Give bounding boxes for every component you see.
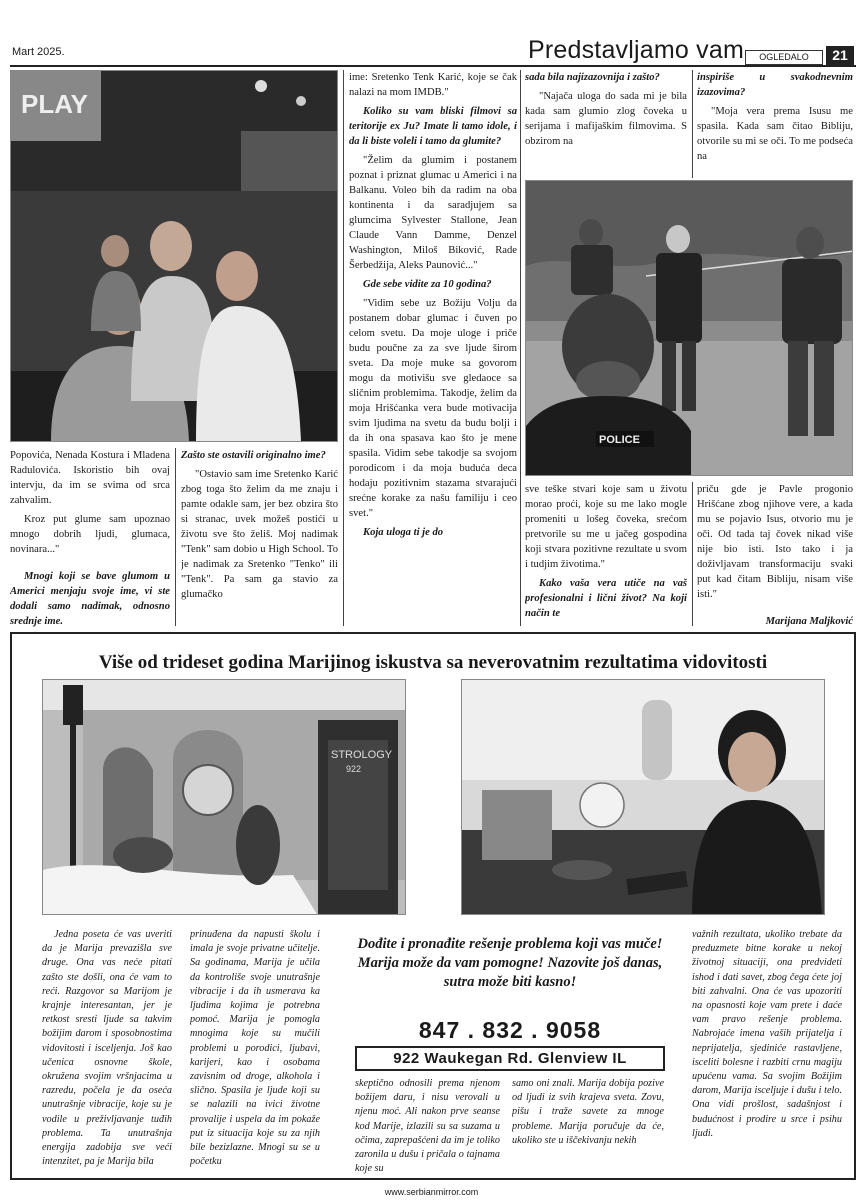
play-sign-text: PLAY xyxy=(21,89,88,119)
column-divider xyxy=(175,448,176,626)
ad-address: 922 Waukegan Rd. Glenview IL xyxy=(355,1046,665,1071)
article-paragraph: sve teške stvari koje sam u životu morao proći, koje su me lako mogle promeniti u lošeg čoveka, srećom pretvorile su me u jačeg gospodina koji stvara pozitivne rezultate u svom i tudjim životima." xyxy=(525,484,687,570)
article-paragraph: "Želim da glumim i postanem poznat i priznat glumac u Americi i na Balkanu. Voleo bih da radim na oba kontinenta i da saradjujem sa glumcima Sylvester Stallone, Jean Claude Vann Damme, Denzel Washington, Miloš Biković, Rade Šerbedžija, Aleks Paunović..." xyxy=(349,155,517,271)
interview-question: Koja uloga ti je do xyxy=(363,527,444,538)
interview-question: inspiriše u svakodnevnim izazovima? xyxy=(697,72,853,98)
article-paragraph: priču gde je Pavle progonio Hrišćane zbog njihove vere, a kada mu se pojavio Isus, otvorio mu je oči. Od tada taj čovek nikad više nije bio isti. Isto tako i ja doživljavam transformaciju svaki put kad čitam Bibliju, nisam više isti." xyxy=(697,484,853,600)
ad-headline: Više od trideset godina Marijinog iskustva sa neverovatnim rezultatima vidovitosti xyxy=(98,652,768,673)
footer-website-url: www.serbianmirror.com xyxy=(384,1187,479,1197)
column-divider xyxy=(692,482,693,626)
group-photo xyxy=(10,70,338,442)
ad-column-4 xyxy=(512,1077,664,1175)
column-divider xyxy=(343,70,344,626)
ad-paragraph: samo oni znali. Marija dobija pozive od ljudi iz svih krajeva sveta. Zovu, pišu i traže savete za mnoge probleme. Marija poručuje da će, ukoliko ste u iščekivanju nekih xyxy=(512,1078,664,1146)
article-paragraph: Popovića, Nenada Kostura i Mladena Radulovića. Iskoristio bih ovaj intervju, da im se svima od srca zahvalim. xyxy=(10,450,170,506)
ad-call-to-action: Dođite i pronađite rešenje problema koji vas muče! Marija može da vam pomogne! Nazovite još danas, sutra može biti kasno! xyxy=(357,936,663,990)
article-paragraph: "Ostavio sam ime Sretenko Karić zbog toga što želim da me znaju i pamte odakle sam, jer bez obzira što si stranac, uvek možeš postići u životu sve što želiš. Moj nadimak "Tenk" sam dobio u High School. To je nadimak za Sretenko "Tenko" ili "Tenk". Pa sam ga stavio za glumačko xyxy=(181,469,338,600)
interview-question: Mnogi koji se bave glumom u Americi menjaju svoje ime, vi ste dodali samo nadimak, odnosno srednje ime. xyxy=(10,571,170,627)
interview-question: Kako vaša vera utiče na vaš profesionalni i lični život? Na koji način te xyxy=(525,578,687,619)
article-paragraph: Kroz put glume sam upoznao mnogo dobrih ljudi, glumaca, novinara..." xyxy=(10,514,170,555)
header-rule xyxy=(10,65,856,67)
column-divider xyxy=(692,70,693,178)
article-paragraph: ime: Sretenko Tenk Karić, koje se čak nalazi na mom IMDB." xyxy=(349,72,517,98)
section-title: Predstavljamo vam xyxy=(528,36,744,64)
magazine-logo: OGLEDALO xyxy=(745,50,823,65)
ad-phone-number: 847 . 832 . 9058 xyxy=(418,1017,602,1043)
ad-paragraph: skeptično odnosili prema njenom božijem daru, i nisu verovali u njenu moć. Ali nakon prve seanse kod Marije, izlazili su sa suzama u očima, zaprepašćeni da im je toliko zaronila u dušu i pričala o tajnama koje su xyxy=(355,1078,500,1175)
police-scene-photo xyxy=(525,180,853,476)
ad-paragraph: važnih rezultata, ukoliko trebate da preduzmete bitne korake u nekoj životnoj situaciji, ona predvideti ishod i dati savet, zbog čega ćete joj biti zahvalni. Ona će vas upozoriti na opasnosti koje vam prete i daće vam pravo rešenje problema. Nabrojaće imena vaših prijatelja i neprijatelja, sjediniće rastavljene, isceliti bolesne i razbiti crnu magiju upućenu vama. Sa svojim Božijim darom, Marija isceljuje i dušu i telo. Ona vidi prošlost, sadašnjost i budućnost i prodire u srce i psihu ljudi. xyxy=(692,929,842,1139)
interview-question: Gde sebe vidite za 10 godina? xyxy=(363,279,492,290)
article-column-3 xyxy=(349,70,517,628)
article-column-4-top xyxy=(525,70,687,178)
interview-question: Zašto ste ostavili originalno ime? xyxy=(181,450,326,461)
article-column-5-bottom xyxy=(697,482,853,628)
ad-column-5 xyxy=(692,928,842,1173)
police-vest-text: POLICE xyxy=(599,434,640,446)
article-column-5-top xyxy=(697,70,853,178)
article-column-2 xyxy=(181,448,338,628)
marija-portrait-photo xyxy=(461,679,825,915)
author-signature: Marijana Maljković xyxy=(765,616,853,627)
ad-column-2 xyxy=(190,928,320,1173)
page-number: 21 xyxy=(826,46,854,65)
article-column-1 xyxy=(10,448,170,628)
ad-column-1 xyxy=(42,928,172,1173)
interview-question: sada bila najizazovnija i zašto? xyxy=(525,72,660,83)
article-paragraph: "Vidim sebe uz Božiju Volju da postanem dobar glumac i čuven po celom svetu. Da moje uloge i priče budu poučne za za sve ljude širom sveta. Da moje muke sa govorom mogu da motivišu sve gledaoce sa sličnim problemima. Takodje, želim da moja Hrišćanka vera bude motivacija svim ljudima na svetu da budu bolji i da ih ona spasava kao što je mene spasila. Vidim sebe takodje sa svojom porodicom i da moja buduća deca hodaju pozitivnim stazama stvarajući srećne korake za našu familiju i ceo svet." xyxy=(349,298,517,519)
storefront-photo xyxy=(42,679,406,915)
storefront-number-text: 922 xyxy=(346,764,362,774)
issue-date: Mart 2025. xyxy=(12,46,65,58)
ad-column-3 xyxy=(355,1077,500,1175)
interview-question: Koliko su vam bliski filmovi sa teritorije ex Ju? Imate li tamo idole, i da li biste voleli i tamo da glumite? xyxy=(349,106,517,147)
article-paragraph: "Moja vera prema Isusu me spasila. Kada sam čitao Bibliju, otvorile su mi se oči. To me podseća na xyxy=(697,106,853,162)
storefront-sign-text: STROLOGY xyxy=(331,749,393,761)
page-header xyxy=(0,0,863,68)
column-divider xyxy=(520,70,521,626)
article-column-4-bottom xyxy=(525,482,687,628)
ad-paragraph: Jedna poseta će vas uveriti da je Marija prevazišla sve druge. Ona vas neće pitati zašto ste došli, ona će vam to reći. Razgovor sa Marijom je krajnje interesantan, jer je retkost sresti ljude sa takvim božijim darom i sposobnostima vidovitosti i isceljenja. Još kao učenica osnovne škole, okružena svojim vršnjacima u razredu, počela je da oseća unutrašnje vibracije, koje su je vodile u preživljavanje tuđih problema. Ta unutrašnja energija zadobija sve veći intenzitet, pa je Marija bila xyxy=(42,929,172,1168)
article-paragraph: "Najača uloga do sada mi je bila kada sam glumio zlog čoveka u serijama i mafijaškim filmovima. S obzirom na xyxy=(525,91,687,147)
ad-paragraph: prinuđena da napusti školu i imala je svoje privatne učitelje. Sa godinama, Marija je učila da kontroliše svoje unutrašnje vibracije i da ih usmerava ka ljudima kojima je potrebna pomoć. Marija je pomogla mnogima koje su mučili problemi u porodici, ljubavi, karijeri, kao i osobama zavisnim od droge, alkohola i slično. Spasila je ljude koji su se nalazili na ivici životne provalije i uspela da im pokaže put iz situacija koje su za njih bile bezizlazne. Mnogi su se u početku xyxy=(190,929,320,1168)
